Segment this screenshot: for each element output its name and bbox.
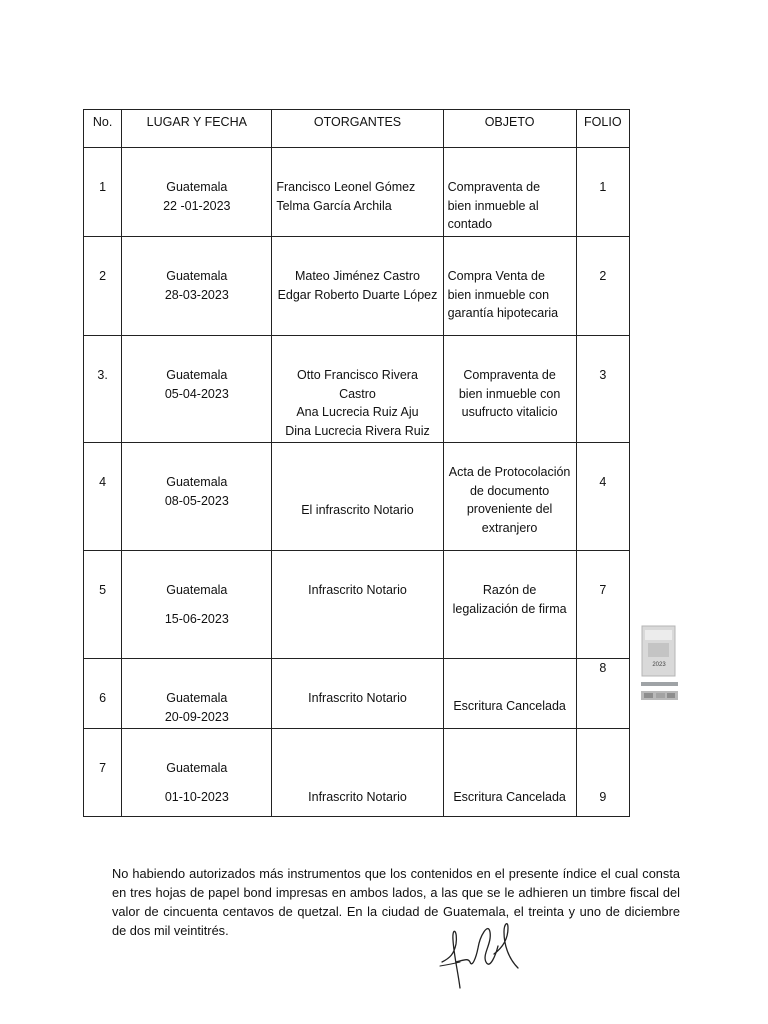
objeto-line: Acta de Protocolación	[448, 465, 571, 479]
otorgante-name: Otto Francisco Rivera	[297, 368, 418, 382]
otorgante-name: Mateo Jiménez Castro	[294, 269, 421, 283]
cell-objeto	[443, 551, 576, 659]
table-row	[84, 443, 630, 551]
cell-date: 08-05-2023	[164, 493, 229, 508]
table-row	[84, 551, 630, 659]
otorgante-name: Edgar Roberto Duarte López	[277, 287, 438, 302]
cell-city: Guatemala	[166, 475, 228, 489]
cell-folio: 3	[576, 336, 629, 443]
objeto-line: Escritura Cancelada	[453, 699, 566, 713]
otorgante-name: Telma García Archila	[276, 198, 392, 213]
cell-date: 20-09-2023	[164, 709, 229, 724]
notary-signature	[436, 918, 526, 990]
header-no: No.	[84, 110, 122, 148]
objeto-line: legalización de firma	[452, 601, 567, 616]
cell-city: Guatemala	[166, 269, 228, 283]
cell-otorgantes	[272, 659, 443, 729]
objeto-line: Compra Venta de	[447, 269, 545, 283]
otorgante-name: Infrascrito Notario	[308, 790, 407, 804]
otorgante-name: Ana Lucrecia Ruiz Aju	[296, 405, 419, 419]
objeto-line: bien inmueble al	[447, 198, 539, 213]
cell-date: 15-06-2023	[164, 611, 229, 626]
cell-no: 2	[84, 237, 122, 336]
cell-lugar-fecha	[122, 148, 272, 237]
index-table	[83, 109, 630, 817]
objeto-line: usufructo vitalicio	[461, 405, 558, 419]
cell-folio: 2	[576, 237, 629, 336]
cell-date: 28-03-2023	[164, 287, 229, 302]
cell-city: Guatemala	[166, 691, 228, 705]
cell-city: Guatemala	[166, 583, 228, 597]
objeto-line: bien inmueble con	[447, 287, 550, 302]
cell-folio: 1	[576, 148, 629, 237]
otorgante-name: El infrascrito Notario	[301, 503, 414, 517]
otorgante-name: Francisco Leonel Gómez	[276, 180, 416, 194]
cell-date: 22 -01-2023	[163, 198, 231, 213]
otorgante-name: Infrascrito Notario	[308, 583, 407, 597]
objeto-line: Razón de	[482, 583, 537, 597]
cell-lugar-fecha	[122, 443, 272, 551]
cell-lugar-fecha	[122, 729, 272, 817]
cell-folio: 8	[576, 659, 629, 729]
cell-otorgantes	[272, 237, 443, 336]
table-row	[84, 729, 630, 817]
cell-date: 05-04-2023	[164, 386, 229, 401]
objeto-line: Compraventa de	[463, 368, 556, 382]
objeto-line: proveniente del	[466, 502, 553, 516]
objeto-line: Escritura Cancelada	[453, 790, 566, 804]
cell-lugar-fecha	[122, 551, 272, 659]
header-otorgantes: OTORGANTES	[272, 110, 443, 148]
cell-otorgantes	[272, 443, 443, 551]
cell-no: 7	[84, 729, 122, 817]
table-row	[84, 659, 630, 729]
cell-lugar-fecha	[122, 237, 272, 336]
cell-otorgantes	[272, 336, 443, 443]
table-header-row	[84, 110, 630, 148]
cell-otorgantes	[272, 148, 443, 237]
header-lugar-fecha: LUGAR Y FECHA	[122, 110, 272, 148]
cell-otorgantes	[272, 729, 443, 817]
cell-lugar-fecha	[122, 659, 272, 729]
cell-objeto	[443, 443, 576, 551]
cell-otorgantes	[272, 551, 443, 659]
cell-no: 4	[84, 443, 122, 551]
cell-date: 01-10-2023	[164, 789, 229, 804]
objeto-line: garantía hipotecaria	[447, 306, 559, 320]
fiscal-stamp-graphic	[641, 625, 678, 703]
cell-no: 6	[84, 659, 122, 729]
header-objeto: OBJETO	[443, 110, 576, 148]
objeto-line: extranjero	[481, 520, 538, 535]
objeto-line: bien inmueble con	[458, 386, 561, 401]
cell-objeto	[443, 729, 576, 817]
table-row	[84, 148, 630, 237]
objeto-line: Compraventa de	[447, 180, 541, 194]
cell-objeto	[443, 659, 576, 729]
otorgante-name: Infrascrito Notario	[308, 691, 407, 705]
table-row	[84, 237, 630, 336]
cell-folio: 4	[576, 443, 629, 551]
cell-city: Guatemala	[166, 761, 228, 775]
cell-no: 5	[84, 551, 122, 659]
stamp-year: 2023	[652, 662, 666, 668]
signature-graphic	[436, 918, 526, 990]
cell-city: Guatemala	[166, 368, 228, 382]
otorgante-name: Dina Lucrecia Rivera Ruiz	[285, 423, 430, 438]
cell-city: Guatemala	[166, 180, 228, 194]
table-row	[84, 336, 630, 443]
cell-folio: 9	[576, 729, 629, 817]
cell-objeto	[443, 336, 576, 443]
cell-no: 1	[84, 148, 122, 237]
cell-folio: 7	[576, 551, 629, 659]
objeto-line: contado	[447, 217, 493, 231]
closing-statement: No habiendo autorizados más instrumentos que los contenidos en el presente índice el cual consta en tres hojas de papel bond impresas en ambos lados, a las que se le adhieren un timbre fiscal del valor de cincuenta centavos de quetzal. En la ciudad de Guatemala, el treinta y uno de diciembre de dos mil veintitrés.	[112, 865, 680, 938]
otorgante-name: Castro	[339, 386, 376, 401]
header-folio: FOLIO	[576, 110, 629, 148]
cell-no: 3.	[84, 336, 122, 443]
cell-objeto	[443, 148, 576, 237]
cell-lugar-fecha	[122, 336, 272, 443]
cell-objeto	[443, 237, 576, 336]
objeto-line: de documento	[469, 483, 550, 498]
fiscal-stamp	[641, 625, 678, 703]
